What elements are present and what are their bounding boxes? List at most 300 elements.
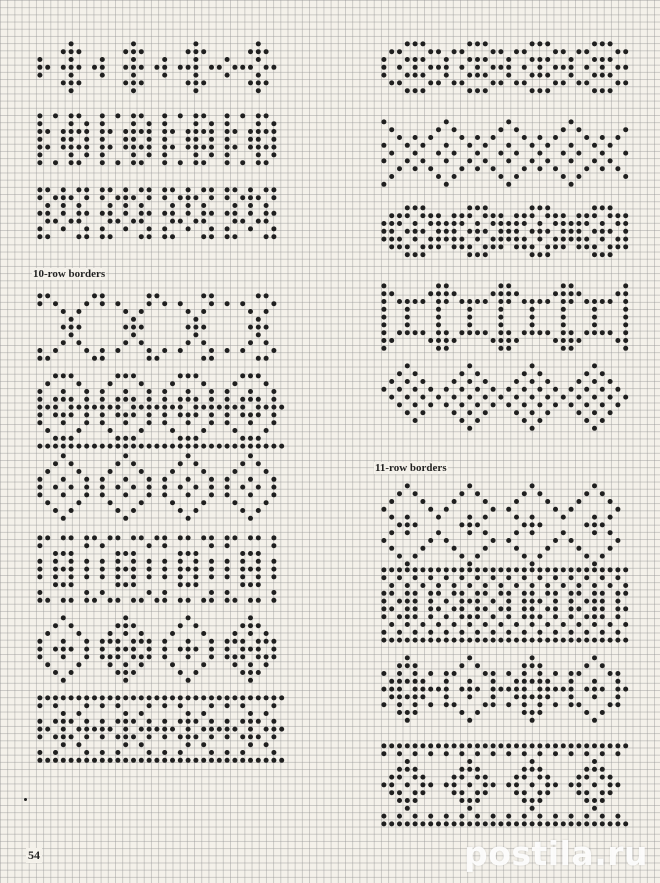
stitch-dot [131, 219, 136, 224]
stitch-dot [483, 299, 488, 304]
stitch-dot [428, 507, 433, 512]
stitch-dot [459, 522, 464, 527]
stitch-dot [436, 307, 441, 312]
stitch-dot [248, 203, 253, 208]
stitch-dot [584, 330, 589, 335]
stitch-dot [178, 373, 183, 378]
stitch-dot [264, 145, 269, 150]
stitch-dot [530, 244, 535, 249]
stitch-dot [514, 530, 519, 535]
stitch-dot [69, 559, 74, 564]
stitch-dot [592, 806, 597, 811]
stitch-dot [561, 821, 566, 826]
stitch-dot [615, 49, 620, 54]
stitch-dot [256, 508, 261, 513]
stitch-dot [498, 591, 503, 596]
stitch-dot [444, 182, 449, 187]
stitch-dot [592, 743, 597, 748]
stitch-dot [475, 135, 480, 140]
stitch-dot [123, 492, 128, 497]
stitch-dot [108, 662, 113, 667]
stitch-dot [162, 420, 167, 425]
stitch-dot [514, 515, 519, 520]
stitch-dot [209, 412, 214, 417]
stitch-dot [186, 325, 191, 330]
stitch-dot [69, 332, 74, 337]
stitch-dot [420, 252, 425, 257]
stitch-dot [76, 340, 81, 345]
stitch-dot [530, 710, 535, 715]
stitch-dot [569, 687, 574, 692]
stitch-dot [522, 166, 527, 171]
stitch-dot [405, 299, 410, 304]
stitch-dot [444, 229, 449, 234]
stitch-dot [452, 229, 457, 234]
stitch-dot [553, 387, 558, 392]
stitch-dot [76, 309, 81, 314]
stitch-dot [147, 492, 152, 497]
stitch-dot [428, 80, 433, 85]
stitch-dot [584, 387, 589, 392]
stitch-dot [147, 152, 152, 157]
stitch-dot [271, 412, 276, 417]
stitch-dot [428, 751, 433, 756]
stitch-dot [264, 219, 269, 224]
stitch-dot [600, 743, 605, 748]
border-chart-l1 [36, 40, 286, 95]
stitch-dot [413, 491, 418, 496]
stitch-dot [608, 57, 613, 62]
stitch-dot [45, 234, 50, 239]
stitch-dot [45, 65, 50, 70]
stitch-dot [53, 670, 58, 675]
stitch-dot [459, 237, 464, 242]
stitch-dot [561, 174, 566, 179]
stitch-dot [506, 229, 511, 234]
stitch-dot [397, 402, 402, 407]
stitch-dot [69, 719, 74, 724]
stitch-dot [381, 687, 386, 692]
stitch-dot [139, 309, 144, 314]
stitch-dot [240, 654, 245, 659]
stitch-dot [389, 606, 394, 611]
stitch-dot [162, 492, 167, 497]
stitch-dot [428, 575, 433, 580]
stitch-dot [405, 41, 410, 46]
stitch-dot [123, 477, 128, 482]
stitch-dot [193, 412, 198, 417]
stitch-dot [537, 687, 542, 692]
stitch-dot [76, 145, 81, 150]
stitch-dot [225, 420, 230, 425]
stitch-dot [459, 790, 464, 795]
stitch-dot [600, 767, 605, 772]
stitch-dot [193, 734, 198, 739]
stitch-dot [264, 211, 269, 216]
stitch-dot [162, 703, 167, 708]
stitch-dot [225, 535, 230, 540]
stitch-dot [186, 203, 191, 208]
stitch-dot [248, 412, 253, 417]
stitch-dot [397, 567, 402, 572]
stitch-dot [209, 695, 214, 700]
stitch-dot [522, 80, 527, 85]
stitch-dot [467, 530, 472, 535]
stitch-dot [193, 332, 198, 337]
stitch-dot [428, 49, 433, 54]
stitch-dot [522, 554, 527, 559]
stitch-dot [397, 814, 402, 819]
stitch-dot [397, 614, 402, 619]
stitch-dot [69, 734, 74, 739]
stitch-dot [225, 703, 230, 708]
stitch-dot [162, 57, 167, 62]
stitch-dot [240, 195, 245, 200]
stitch-dot [475, 73, 480, 78]
stitch-dot [553, 567, 558, 572]
stitch-dot [69, 535, 74, 540]
stitch-dot [608, 583, 613, 588]
stitch-dot [452, 671, 457, 676]
stitch-dot [600, 554, 605, 559]
stitch-dot [240, 559, 245, 564]
stitch-dot [537, 418, 542, 423]
stitch-dot [139, 742, 144, 747]
stitch-dot [483, 591, 488, 596]
stitch-dot [37, 567, 42, 572]
stitch-dot [225, 145, 230, 150]
stitch-dot [498, 174, 503, 179]
stitch-dot [491, 507, 496, 512]
stitch-dot [475, 299, 480, 304]
stitch-dot [537, 614, 542, 619]
stitch-dot [225, 187, 230, 192]
stitch-dot [61, 535, 66, 540]
stitch-dot [131, 574, 136, 579]
stitch-dot [428, 402, 433, 407]
stitch-dot [553, 538, 558, 543]
stitch-dot [483, 57, 488, 62]
stitch-dot [498, 244, 503, 249]
stitch-dot [530, 363, 535, 368]
stitch-dot [584, 567, 589, 572]
stitch-dot [186, 187, 191, 192]
stitch-dot [530, 567, 535, 572]
stitch-dot [162, 195, 167, 200]
stitch-dot [115, 195, 120, 200]
stitch-dot [475, 88, 480, 93]
stitch-dot [420, 88, 425, 93]
stitch-dot [201, 631, 206, 636]
stitch-dot [240, 567, 245, 572]
stitch-dot [381, 638, 386, 643]
stitch-dot [381, 671, 386, 676]
stitch-dot [600, 814, 605, 819]
stitch-dot [600, 205, 605, 210]
stitch-dot [592, 638, 597, 643]
stitch-dot [428, 599, 433, 604]
stitch-dot [186, 412, 191, 417]
stitch-dot [600, 751, 605, 756]
stitch-dot [491, 694, 496, 699]
stitch-dot [514, 237, 519, 242]
stitch-dot [100, 57, 105, 62]
stitch-dot [170, 428, 175, 433]
stitch-dot [569, 599, 574, 604]
stitch-dot [452, 606, 457, 611]
stitch-dot [405, 663, 410, 668]
stitch-dot [467, 806, 472, 811]
stitch-dot [115, 436, 120, 441]
stitch-dot [186, 567, 191, 572]
stitch-dot [428, 743, 433, 748]
stitch-dot [154, 695, 159, 700]
stitch-dot [37, 444, 42, 449]
stitch-dot [553, 751, 558, 756]
stitch-dot [37, 639, 42, 644]
stitch-dot [436, 221, 441, 226]
stitch-dot [139, 203, 144, 208]
stitch-dot [592, 307, 597, 312]
stitch-dot [84, 405, 89, 410]
stitch-dot [240, 551, 245, 556]
stitch-dot [240, 373, 245, 378]
stitch-dot [608, 546, 613, 551]
stitch-dot [553, 213, 558, 218]
stitch-dot [561, 291, 566, 296]
stitch-dot [522, 702, 527, 707]
stitch-dot [271, 559, 276, 564]
stitch-dot [225, 152, 230, 157]
stitch-dot [397, 790, 402, 795]
stitch-dot [271, 590, 276, 595]
stitch-dot [115, 559, 120, 564]
stitch-dot [405, 522, 410, 527]
stitch-dot [576, 499, 581, 504]
stitch-dot [530, 315, 535, 320]
stitch-dot [84, 574, 89, 579]
stitch-dot [271, 65, 276, 70]
stitch-dot [506, 606, 511, 611]
stitch-dot [475, 821, 480, 826]
stitch-dot [209, 734, 214, 739]
stitch-dot [381, 614, 386, 619]
stitch-dot [123, 711, 128, 716]
stitch-dot [420, 244, 425, 249]
stitch-dot [452, 622, 457, 627]
stitch-dot [69, 73, 74, 78]
stitch-dot [413, 151, 418, 156]
stitch-dot [178, 582, 183, 587]
stitch-dot [514, 244, 519, 249]
stitch-dot [53, 508, 58, 513]
stitch-dot [600, 775, 605, 780]
stitch-dot [248, 516, 253, 521]
stitch-dot [69, 41, 74, 46]
stitch-dot [467, 483, 472, 488]
stitch-dot [506, 283, 511, 288]
stitch-dot [123, 758, 128, 763]
stitch-dot [264, 428, 269, 433]
stitch-dot [561, 743, 566, 748]
stitch-dot [147, 211, 152, 216]
stitch-dot [115, 444, 120, 449]
stitch-dot [37, 574, 42, 579]
stitch-dot [600, 237, 605, 242]
stitch-dot [37, 485, 42, 490]
stitch-dot [475, 575, 480, 580]
stitch-dot [45, 695, 50, 700]
stitch-dot [37, 420, 42, 425]
stitch-dot [115, 750, 120, 755]
stitch-dot [397, 575, 402, 580]
stitch-dot [248, 670, 253, 675]
stitch-dot [576, 591, 581, 596]
stitch-dot [405, 315, 410, 320]
stitch-dot [115, 703, 120, 708]
stitch-dot [131, 121, 136, 126]
stitch-dot [436, 330, 441, 335]
stitch-dot [506, 346, 511, 351]
stitch-dot [248, 389, 253, 394]
stitch-dot [162, 129, 167, 134]
stitch-dot [61, 734, 66, 739]
stitch-dot [584, 244, 589, 249]
stitch-dot [193, 41, 198, 46]
stitch-dot [139, 187, 144, 192]
stitch-dot [381, 291, 386, 296]
stitch-dot [615, 80, 620, 85]
stitch-dot [209, 567, 214, 572]
stitch-dot [162, 719, 167, 724]
stitch-dot [444, 119, 449, 124]
stitch-dot [217, 727, 222, 732]
stitch-dot [37, 654, 42, 659]
stitch-dot [76, 381, 81, 386]
stitch-dot [209, 647, 214, 652]
stitch-dot [201, 80, 206, 85]
stitch-dot [592, 515, 597, 520]
stitch-dot [154, 405, 159, 410]
stitch-dot [600, 710, 605, 715]
stitch-dot [69, 582, 74, 587]
stitch-dot [139, 727, 144, 732]
stitch-dot [193, 551, 198, 556]
stitch-dot [420, 622, 425, 627]
stitch-dot [436, 315, 441, 320]
stitch-dot [483, 606, 488, 611]
stitch-dot [381, 387, 386, 392]
stitch-dot [436, 80, 441, 85]
stitch-dot [100, 492, 105, 497]
stitch-dot [459, 166, 464, 171]
stitch-dot [264, 80, 269, 85]
stitch-dot [201, 219, 206, 224]
stitch-dot [162, 301, 167, 306]
stitch-dot [209, 293, 214, 298]
stitch-dot [530, 606, 535, 611]
stitch-dot [76, 80, 81, 85]
stitch-dot [240, 113, 245, 118]
stitch-dot [37, 195, 42, 200]
stitch-dot [569, 143, 574, 148]
stitch-dot [389, 622, 394, 627]
stitch-dot [381, 330, 386, 335]
stitch-dot [592, 679, 597, 684]
stitch-dot [100, 113, 105, 118]
stitch-dot [600, 402, 605, 407]
stitch-dot [69, 567, 74, 572]
stitch-dot [53, 113, 58, 118]
stitch-dot [459, 638, 464, 643]
stitch-dot [569, 638, 574, 643]
stitch-dot [123, 444, 128, 449]
stitch-dot [178, 461, 183, 466]
stitch-dot [545, 694, 550, 699]
stitch-dot [452, 291, 457, 296]
stitch-dot [608, 205, 613, 210]
stitch-dot [162, 160, 167, 165]
stitch-dot [154, 727, 159, 732]
stitch-dot [459, 751, 464, 756]
stitch-dot [84, 129, 89, 134]
stitch-dot [139, 662, 144, 667]
stitch-dot [498, 743, 503, 748]
stitch-dot [592, 483, 597, 488]
stitch-dot [76, 49, 81, 54]
stitch-dot [248, 373, 253, 378]
stitch-dot [545, 687, 550, 692]
stitch-dot [53, 219, 58, 224]
stitch-dot [271, 397, 276, 402]
stitch-dot [69, 160, 74, 165]
stitch-dot [475, 491, 480, 496]
stitch-dot [491, 630, 496, 635]
stitch-dot [405, 821, 410, 826]
stitch-dot [514, 743, 519, 748]
stitch-dot [381, 346, 386, 351]
stitch-dot [584, 821, 589, 826]
stitch-dot [240, 160, 245, 165]
stitch-dot [162, 348, 167, 353]
stitch-dot [397, 663, 402, 668]
stitch-dot [537, 57, 542, 62]
stitch-dot [139, 49, 144, 54]
border-chart-r2 [380, 118, 630, 188]
stitch-dot [154, 444, 159, 449]
stitch-dot [256, 535, 261, 540]
stitch-dot [475, 418, 480, 423]
stitch-dot [537, 599, 542, 604]
stitch-dot [537, 522, 542, 527]
stitch-dot [576, 338, 581, 343]
stitch-dot [131, 485, 136, 490]
stitch-dot [576, 291, 581, 296]
stitch-dot [61, 187, 66, 192]
stitch-dot [61, 758, 66, 763]
stitch-dot [522, 135, 527, 140]
stitch-dot [537, 567, 542, 572]
stitch-dot [61, 678, 66, 683]
stitch-dot [413, 599, 418, 604]
stitch-dot [147, 485, 152, 490]
stitch-dot [256, 195, 261, 200]
stitch-dot [405, 307, 410, 312]
stitch-dot [483, 379, 488, 384]
stitch-dot [162, 226, 167, 231]
stitch-dot [444, 687, 449, 692]
stitch-dot [69, 485, 74, 490]
